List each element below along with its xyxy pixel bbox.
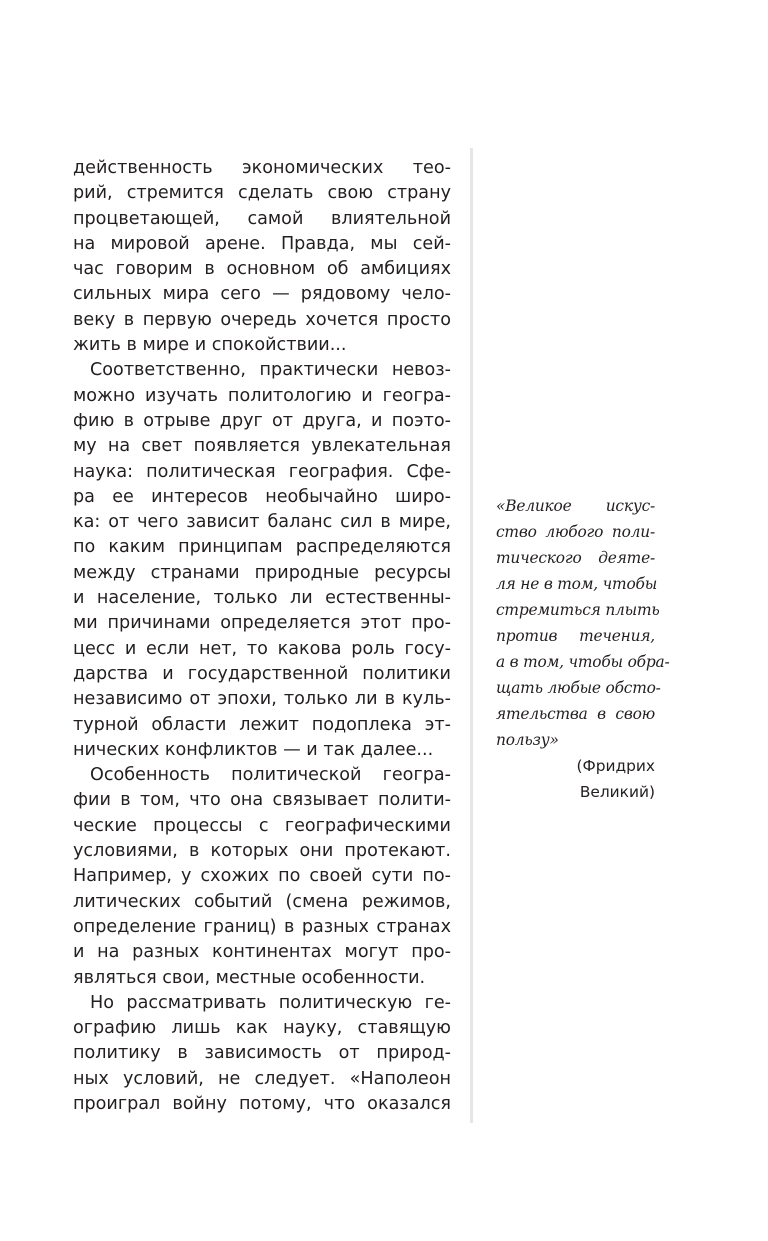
- quote-line: ство любого поли-: [496, 523, 655, 541]
- margin-quote: [496, 493, 670, 805]
- quote-line: стремиться плыть: [496, 601, 660, 619]
- author-line: (Фридрих: [576, 757, 655, 775]
- quote-line: ятельства в свою: [496, 705, 655, 723]
- text-line: определение границ) в разных странах: [73, 916, 451, 937]
- author-line: Великий): [579, 783, 655, 801]
- text-line: можно изучать политологию и геогра-: [73, 385, 451, 406]
- text-line: ческие процессы с географическими: [73, 815, 451, 836]
- text-line: и на разных континентах могут про-: [73, 942, 451, 963]
- text-line: по каким принципам распределяются: [73, 537, 451, 558]
- text-line: действенность экономических тео-: [73, 158, 451, 178]
- text-line: веку в первую очередь хочется просто: [73, 309, 451, 330]
- text-line: ка: от чего зависит баланс сил в мире,: [73, 512, 451, 533]
- quote-line: а в том, чтобы обра-: [496, 653, 670, 671]
- quote-line: тического деяте-: [496, 549, 655, 567]
- text-line: ных условий, не следует. «Наполеон: [73, 1068, 451, 1089]
- text-line: Особенность политической геогра-: [90, 765, 451, 786]
- text-line: и население, только ли естественны-: [73, 588, 451, 609]
- main-text-column: [73, 156, 451, 1117]
- text-line: цесс и если нет, то какова роль госу-: [73, 638, 451, 659]
- text-line: на мировой арене. Правда, мы сей-: [73, 233, 451, 254]
- text-line: независимо от эпохи, только ли в куль-: [73, 689, 451, 710]
- quote-line: щать любые обсто-: [496, 679, 661, 697]
- text-line: политику в зависимость от природ-: [73, 1043, 451, 1064]
- text-line: наука: политическая география. Сфе-: [73, 461, 451, 482]
- text-line: нических конфликтов — и так далее...: [73, 739, 434, 760]
- text-line: процветающей, самой влиятельной: [73, 208, 451, 229]
- margin-divider: [470, 148, 473, 1123]
- text-line: ра ее интересов необычайно широ-: [73, 486, 451, 507]
- text-line: турной области лежит подоплека эт-: [73, 714, 451, 735]
- quote-line: ля не в том, чтобы: [496, 575, 658, 593]
- text-line: жить в мире и спокойствии...: [73, 335, 347, 356]
- text-line: Например, у схожих по своей сути по-: [73, 866, 451, 887]
- text-line: час говорим в основном об амбициях: [73, 259, 451, 280]
- text-line: му на свет появляется увлекательная: [73, 436, 451, 457]
- text-line: Но рассматривать политическую ге-: [90, 992, 451, 1013]
- text-line: сильных мира сего — рядовому чело-: [73, 284, 451, 305]
- text-line: проиграл войну потому, что оказался: [73, 1093, 451, 1114]
- text-line: Соответственно, практически невоз-: [90, 360, 451, 381]
- text-line: являться свои, местные особенности.: [73, 967, 426, 988]
- text-line: фию в отрыве друг от друга, и поэто-: [73, 410, 451, 431]
- quote-line: против течения,: [496, 627, 655, 645]
- text-line: ми причинами определяется этот про-: [73, 613, 451, 634]
- text-line: условиями, в которых они протекают.: [73, 841, 451, 862]
- text-line: литических событий (смена режимов,: [73, 891, 451, 912]
- text-line: дарства и государственной политики: [73, 663, 451, 684]
- quote-author: [496, 753, 655, 805]
- quote-line: пользу»: [496, 731, 559, 749]
- text-line: между странами природные ресурсы: [73, 562, 451, 583]
- quote-line: «Великое искус-: [496, 497, 655, 515]
- text-line: фии в том, что она связывает полити-: [73, 790, 451, 811]
- text-line: ографию лишь как науку, ставящую: [73, 1018, 451, 1039]
- text-line: рий, стремится сделать свою страну: [73, 183, 451, 204]
